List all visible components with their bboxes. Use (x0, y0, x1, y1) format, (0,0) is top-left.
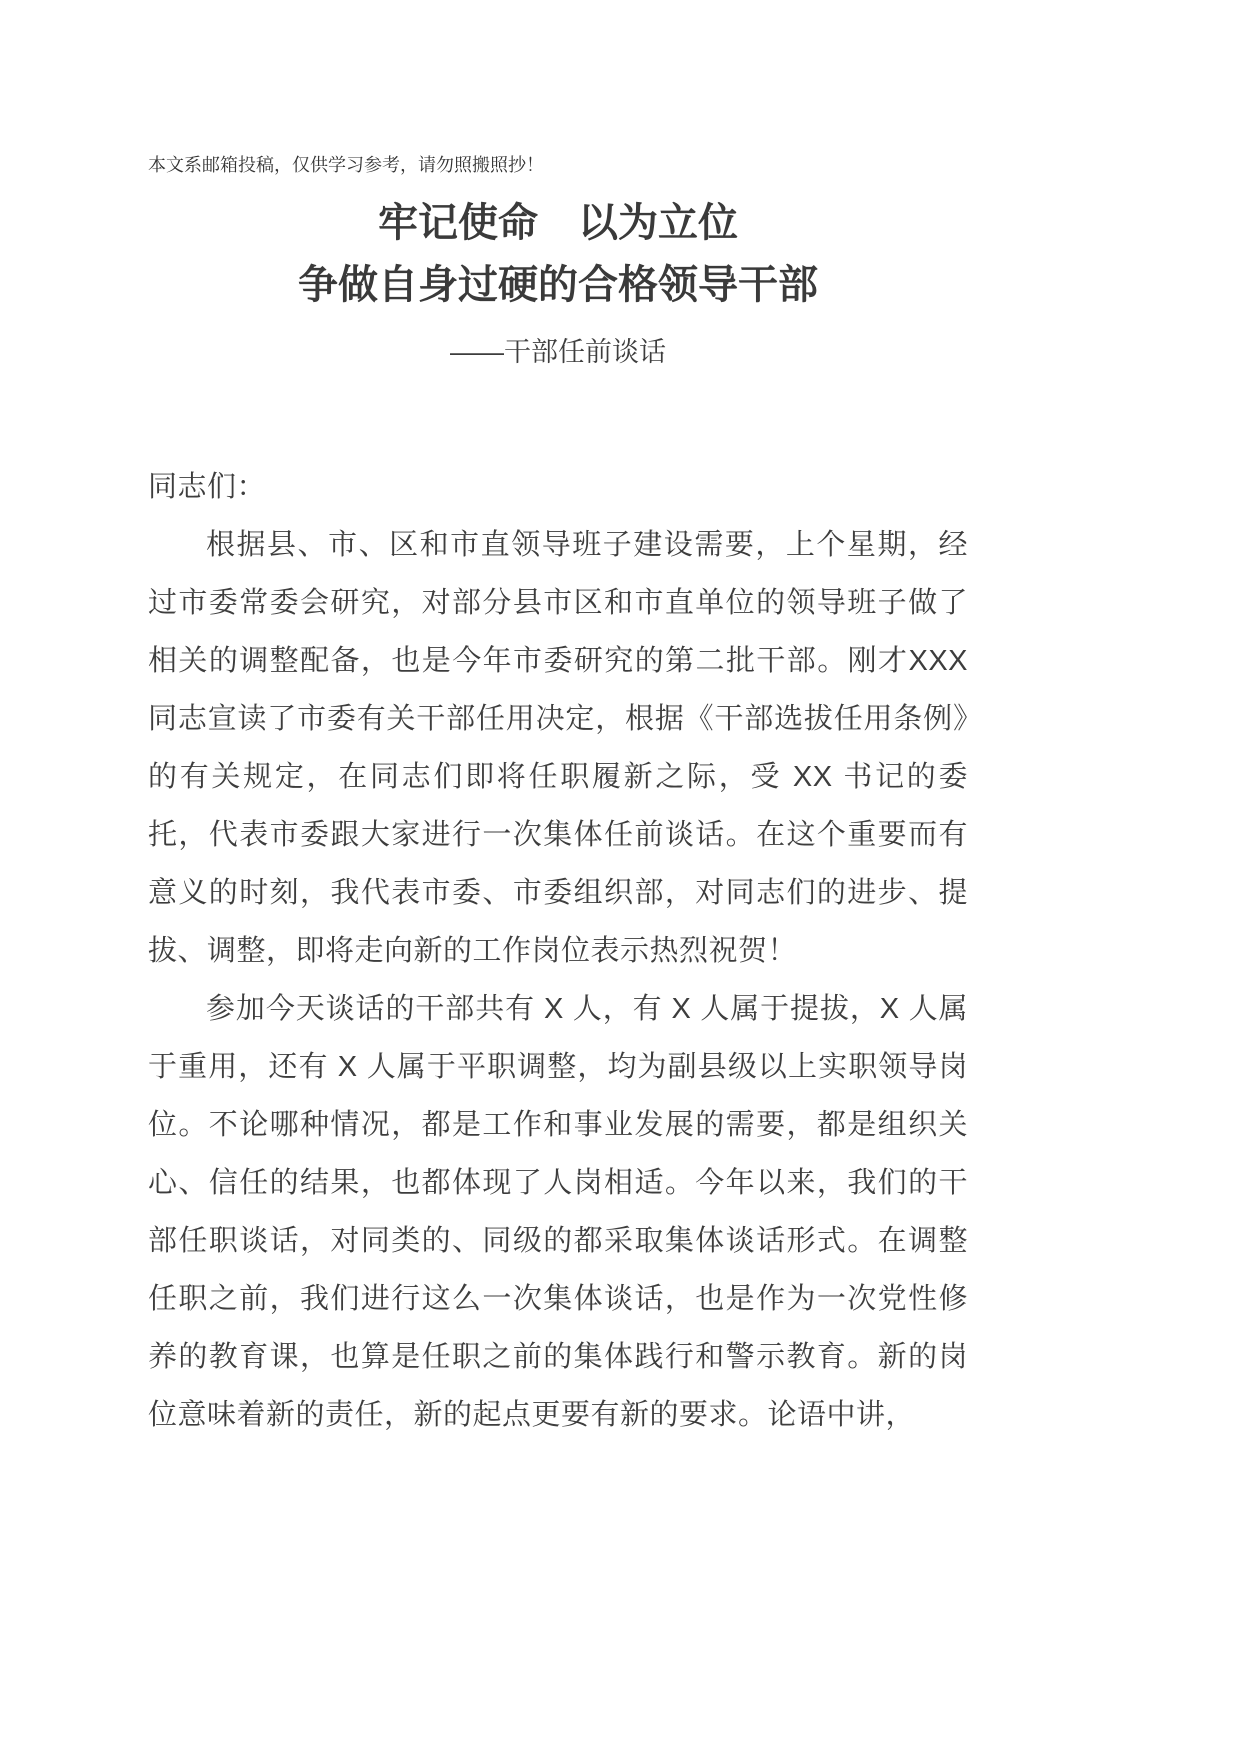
document-body (148, 458, 968, 1444)
document-title-line2: 争做自身过硬的合格领导干部 (298, 263, 818, 307)
paragraph: 根据县、市、区和市直领导班子建设需要，上个星期，经过市委常委会研究，对部分县市区和市直单位的领导班子做了相关的调整配备，也是今年市委研究的第二批干部。刚才XXX 同志宣读了市委有关干部任用决定，根据《干部选拔任用条例》的有关规定，在同志们即将任职履新之际，受 XX 书记的委托，代表市委跟大家进行一次集体任前谈话。在这个重要而有意义的时刻，我代表市委、市委组织部，对同志们的进步、提拔、调整，即将走向新的工作岗位表示热烈祝贺！ (148, 529, 968, 967)
document-title-line1: 牢记使命 以为立位 (378, 201, 738, 245)
salutation: 同志们： (148, 471, 267, 503)
document-subtitle: ——干部任前谈话 (450, 337, 666, 367)
disclaimer-note: 本文系邮箱投稿，仅供学习参考，请勿照搬照抄！ (148, 155, 544, 175)
paragraph: 参加今天谈话的干部共有 X 人，有 X 人属于提拔，X 人属于重用，还有 X 人属于平职调整，均为副县级以上实职领导岗位。不论哪种情况，都是工作和事业发展的需要，都是组织关心、信任的结果，也都体现了人岗相适。今年以来，我们的干部任职谈话，对同类的、同级的都采取集体谈话形式。在调整任职之前，我们进行这么一次集体谈话，也是作为一次党性修养的教育课，也算是任职之前的集体践行和警示教育。新的岗位意味着新的责任，新的起点更要有新的要求。论语中讲， (148, 993, 968, 1431)
